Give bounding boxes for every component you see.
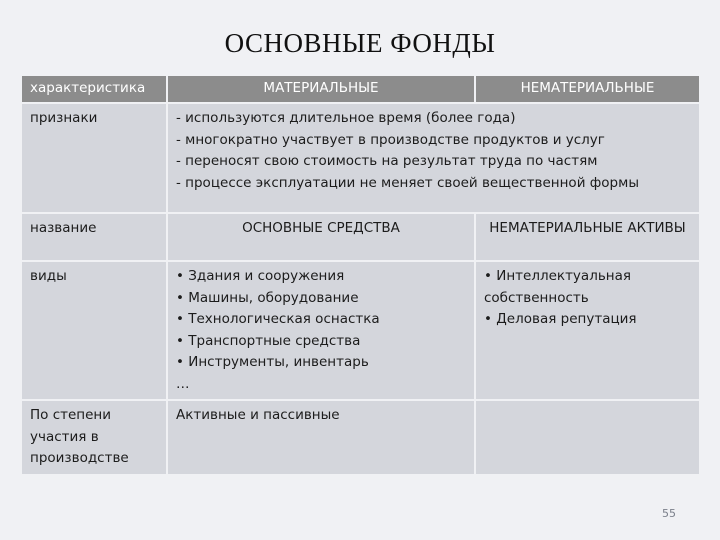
row-label-types: виды	[22, 262, 166, 399]
type-item: • Машины, оборудование	[176, 289, 359, 306]
type-item: • Интеллектуальная собственность	[484, 268, 631, 306]
types-material	[168, 262, 474, 399]
name-immaterial: НЕМАТЕРИАЛЬНЫЕ АКТИВЫ	[476, 214, 699, 260]
signs-cell	[168, 104, 699, 212]
type-item: • Деловая репутация	[484, 311, 637, 327]
type-item: • Транспортные средства	[176, 332, 361, 349]
sign-line: - процессе эксплуатации не меняет своей вещественной формы	[176, 174, 639, 191]
sign-line: - переносят свою стоимость на результат труда по частям	[176, 153, 598, 169]
name-material: ОСНОВНЫЕ СРЕДСТВА	[168, 214, 474, 260]
participation-material: Активные и пассивные	[168, 401, 474, 474]
participation-immaterial	[476, 401, 699, 474]
table-row	[22, 104, 699, 212]
page-number: 55	[662, 507, 676, 520]
header-material: МАТЕРИАЛЬНЫЕ	[168, 76, 474, 102]
table-row	[22, 214, 699, 260]
sign-line: - используются длительное время (более года)	[176, 110, 516, 126]
type-item: • Здания и сооружения	[176, 268, 345, 284]
type-item: …	[176, 375, 190, 392]
types-immaterial	[476, 262, 699, 399]
table-row	[22, 401, 699, 474]
type-item: • Инструменты, инвентарь	[176, 354, 369, 370]
header-immaterial: НЕМАТЕРИАЛЬНЫЕ	[476, 76, 699, 102]
fixed-assets-table	[20, 74, 701, 476]
header-characteristic: характеристика	[22, 76, 166, 102]
slide-title: ОСНОВНЫЕ ФОНДЫ	[224, 28, 496, 58]
row-label-signs: признаки	[22, 104, 166, 212]
type-item: • Технологическая оснастка	[176, 311, 380, 327]
table-header-row	[22, 76, 699, 102]
sign-line: - многократно участвует в производстве продуктов и услуг	[176, 131, 605, 148]
row-label-name: название	[22, 214, 166, 260]
table-row	[22, 262, 699, 399]
row-label-participation: По степени участия в производстве	[22, 401, 166, 474]
